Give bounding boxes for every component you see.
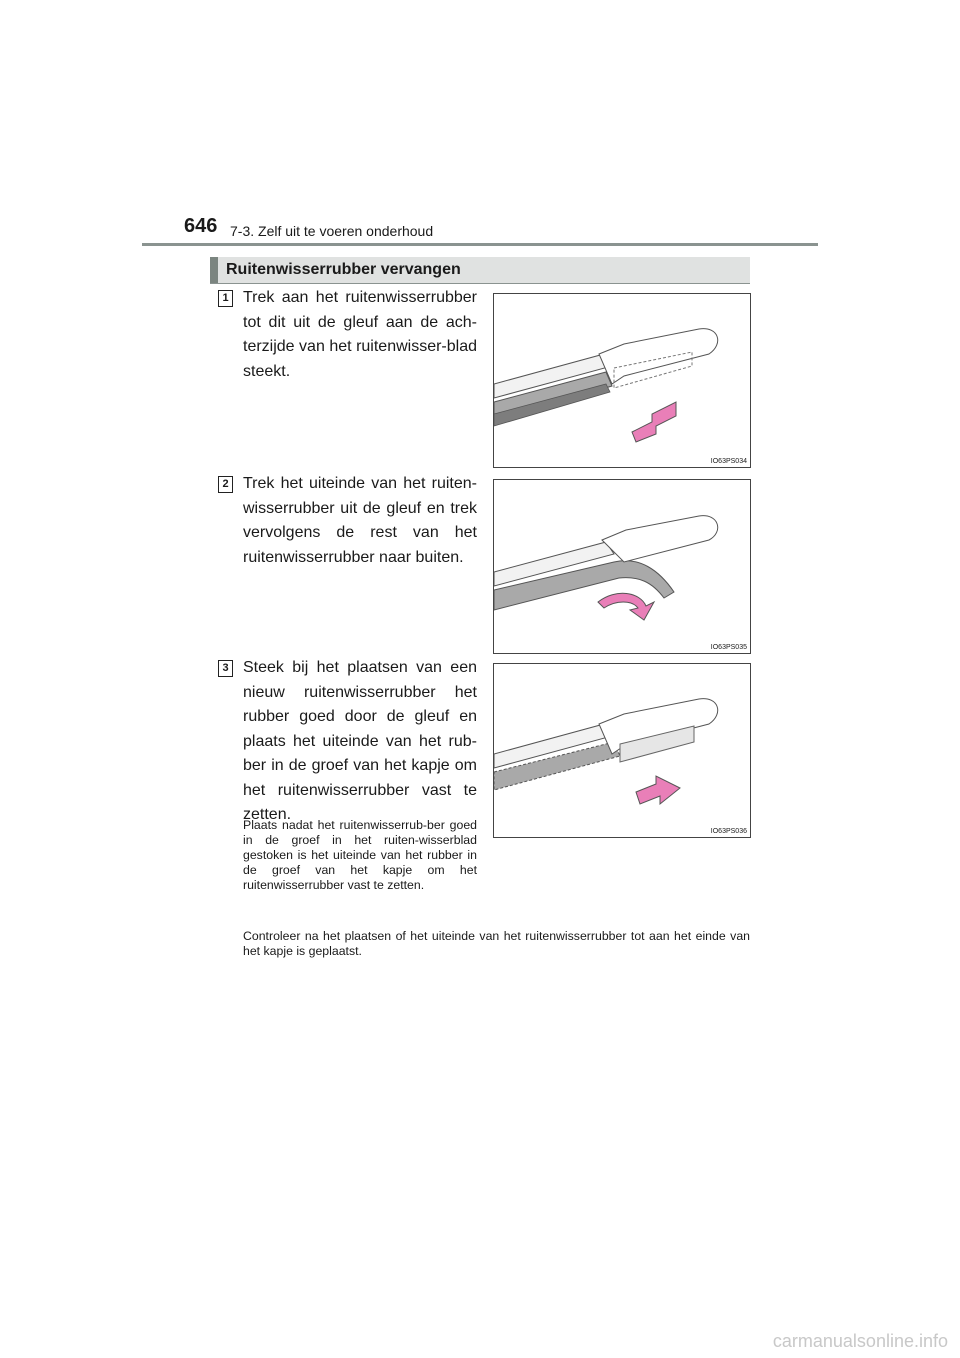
step-2-text: Trek het uiteinde van het ruiten-wisserrubber uit de gleuf en trek vervolgens de rest van het ruitenwisserrubber naar buiten.: [243, 475, 477, 566]
watermark-text: carmanualsonline.info: [772, 1331, 948, 1351]
figure-step-3: [493, 663, 751, 838]
section-title-bar: [210, 257, 750, 283]
figure-step-2: [493, 479, 751, 654]
step-1-text: Trek aan het ruitenwisserrubber tot dit uit de gleuf aan de ach-terzijde van het ruitenwisser-blad steekt.: [243, 289, 477, 380]
section-title: Ruitenwisserrubber vervangen: [226, 261, 461, 278]
wiper-blade-illustration: [494, 664, 750, 837]
section-title-divider: [210, 283, 750, 284]
section-reference: 7-3. Zelf uit te voeren onderhoud: [230, 223, 434, 239]
bottom-note: Controleer na het plaatsen of het uiteinde van het ruitenwisserrubber tot aan het einde van het kapje is geplaatst.: [243, 929, 750, 958]
arrow-left-icon: [632, 402, 676, 442]
step-number-3: 3: [218, 660, 233, 677]
figure-code: IO63PS035: [710, 644, 747, 651]
figure-step-1: [493, 293, 751, 468]
figure-code: IO63PS034: [710, 458, 747, 465]
arrow-right-icon: [636, 776, 680, 804]
figure-code: IO63PS036: [710, 828, 747, 835]
page-number: 646: [184, 215, 218, 237]
step-3-note: Plaats nadat het ruitenwisserrub-ber goed in de groef in het ruiten-wisserblad gestoken is het uiteinde van het rubber in de groef van het kapje om het ruitenwisserrubber vast te zetten.: [243, 818, 477, 892]
step-number-1: 1: [218, 290, 233, 307]
wiper-blade-illustration: [494, 480, 750, 653]
step-3-text: Steek bij het plaatsen van een nieuw ruitenwisserrubber het rubber goed door de gleuf en plaats het uiteinde van het rub-ber in de groef van het kapje om het ruitenwisserrubber vast te zetten.: [243, 659, 477, 823]
wiper-blade-illustration: [494, 294, 750, 467]
arrow-curved-icon: [598, 593, 654, 620]
header-divider: [142, 243, 818, 246]
step-number-2: 2: [218, 476, 233, 493]
